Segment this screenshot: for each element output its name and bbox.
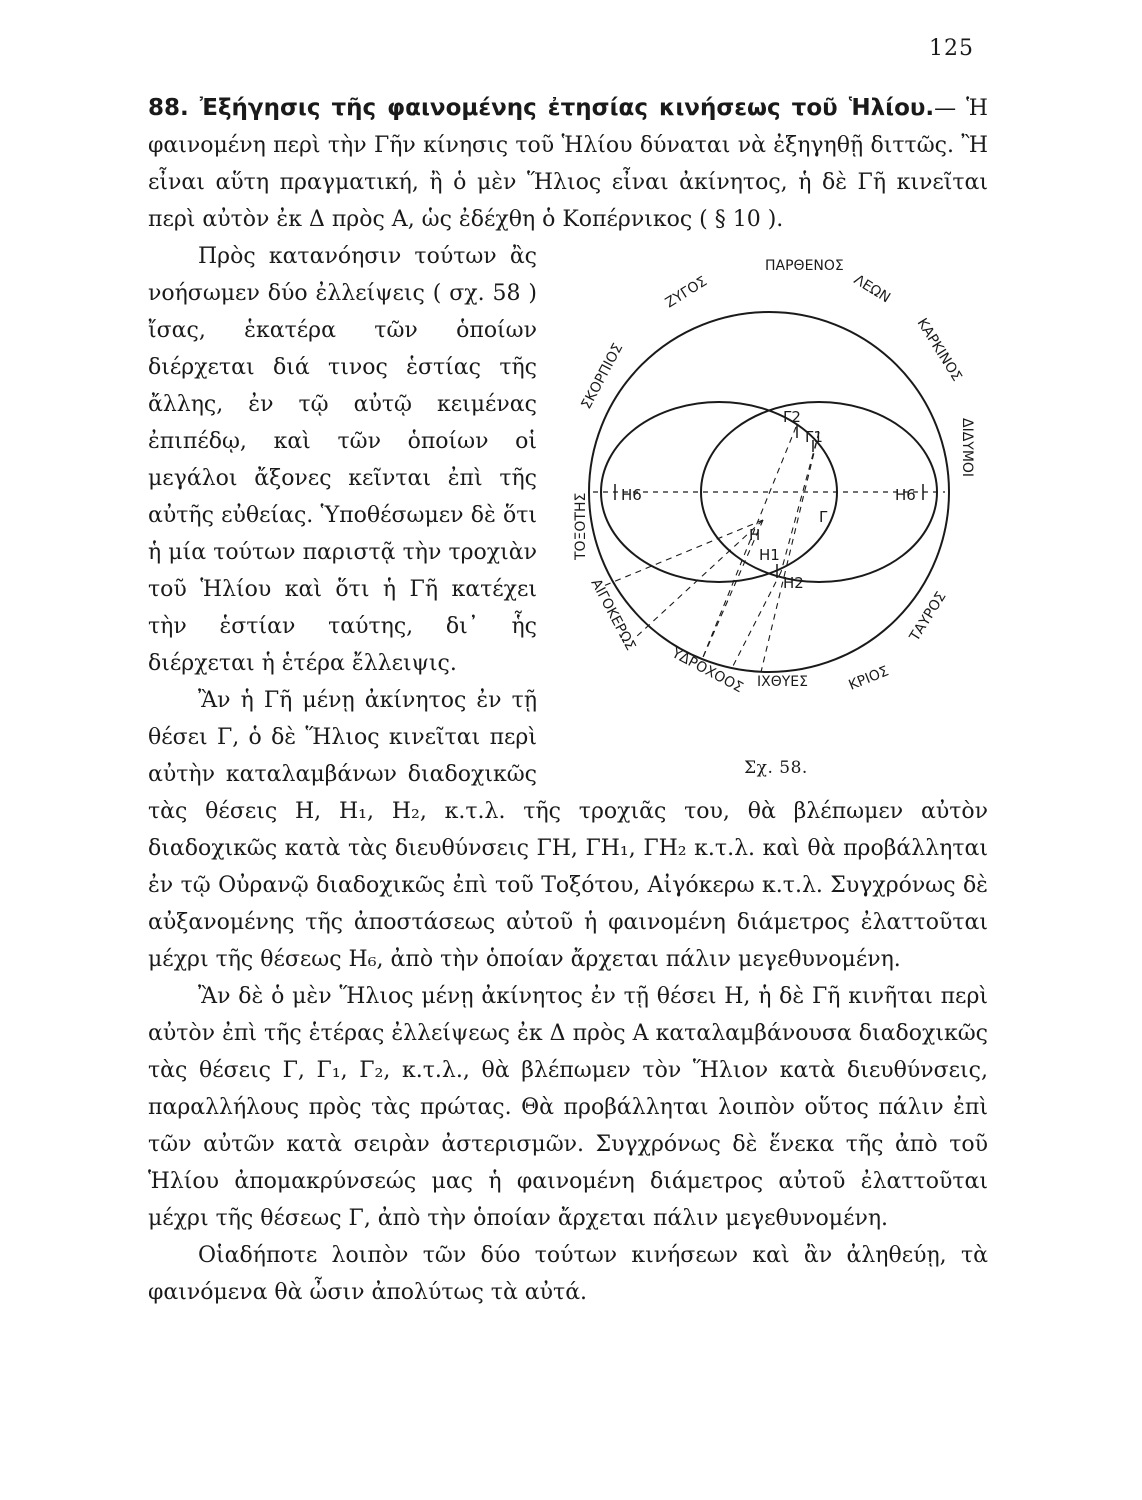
- label-leon: ΛΕΩΝ: [850, 271, 893, 307]
- point-h6-left: Η6: [621, 486, 642, 504]
- label-parthenos: ΠΑΡΘΕΝΟΣ: [765, 258, 844, 274]
- label-krios: ΚΡΙΟΣ: [846, 663, 892, 694]
- paragraph-2: [148, 238, 988, 778]
- point-h2: Η2: [783, 574, 804, 592]
- label-ichthyes: ΙΧΘΥΕΣ: [757, 674, 808, 690]
- paragraph-3: Ἂν ἡ Γῆ μένῃ ἀκίνητος ἐν τῇ θέσει Γ, ὁ δὲ Ἥλιος κινεῖται περὶ αὐτὴν καταλαμβάνων διαδοχικῶς τὰς θέσεις Η, Η₁, Η₂, κ.τ.λ. τῆς τροχιᾶς του, θὰ βλέπωμεν αὐτὸν διαδοχικῶς κατὰ τὰς διευθύνσεις ΓΗ, ΓΗ₁, ΓΗ₂ κ.τ.λ. καὶ θὰ προβάλληται ἐν τῷ Οὐρανῷ διαδοχικῶς ἐπὶ τοῦ Τοξότου, Αἰγόκερω κ.τ.λ. Συγχρόνως δὲ αὐξανομένης τῆς ἀποστάσεως αὐτοῦ ἡ φαινομένη διάμετρος ἐλαττοῦται μέχρι τῆς θέσεως Η₆, ἀπὸ τὴν ὁποίαν ἄρχεται πάλιν μεγεθυνομένη.: [148, 688, 988, 972]
- label-tavros: ΤΑΥΡΟΣ: [906, 588, 950, 645]
- point-g: Γ: [819, 508, 828, 526]
- direction-line: [636, 520, 763, 637]
- label-toxotis: ΤΟΞΟΤΗΣ: [573, 492, 589, 560]
- page-number: 125: [929, 36, 974, 61]
- paragraph-2-text: Πρὸς κατανόησιν τούτων ἂς νοήσωμεν δύο ἐλλείψεις ( σχ. 58 ) ἴσας, ἑκατέρα τῶν ὁποίων διέρχεται διά τινος ἑστίας τῆς ἄλλης, ἐν τῷ αὐτῷ κειμένας ἐπιπέδῳ, καὶ τῶν ὁποίων οἱ μεγάλοι ἄξονες κεῖνται ἐπὶ τῆς αὐτῆς εὐθείας. Ὑποθέσωμεν δὲ ὅτι ἡ μία τούτων παριστᾷ τὴν τροχιὰν τοῦ Ἡλίου καὶ ὅτι ἡ Γῆ κατέχει τὴν ἑστίαν ταύτης, δι᾽ ἧς διέρχεται ἡ ἑτέρα ἔλλειψις.: [148, 244, 537, 676]
- label-karkinos: ΚΑΡΚΙΝΟΣ: [913, 315, 965, 385]
- label-aigokeros: ΑΙΓΟΚΕΡΩΣ: [587, 576, 639, 654]
- label-ydrochoos: ΥΔΡΟΧΟΟΣ: [669, 645, 746, 697]
- direction-line: [701, 427, 796, 662]
- direction-line: [731, 572, 781, 670]
- body-text: [148, 90, 988, 1311]
- figure-caption: Σχ. 58.: [744, 758, 808, 778]
- point-h6-right: Η6: [895, 486, 916, 504]
- paragraph-1: — Ἡ φαινομένη περὶ τὴν Γῆν κίνησις τοῦ Ἡλίου δύναται νὰ ἐξηγηθῇ διττῶς. Ἢ εἶναι αὕτη πραγματική, ἢ ὁ μὲν Ἥλιος εἶναι ἀκίνητος, ἡ δὲ Γῆ κινεῖται περὶ αὐτὸν ἐκ Δ πρὸς Α, ὡς ἐδέχθη ὁ Κοπέρνικος ( § 10 ).: [148, 96, 988, 232]
- point-g2: Γ2: [783, 408, 801, 426]
- point-h: Η: [749, 526, 761, 544]
- label-didymoi: ΔΙΔΥΜΟΙ: [959, 418, 975, 478]
- point-g1: Γ1: [805, 428, 823, 446]
- paragraph-4: Ἂν δὲ ὁ μὲν Ἥλιος μένῃ ἀκίνητος ἐν τῇ θέσει Η, ἡ δὲ Γῆ κινῆται περὶ αὐτὸν ἐπὶ τῆς ἑτέρας ἐλλείψεως ἐκ Δ πρὸς Α καταλαμβάνουσα διαδοχικῶς τὰς θέσεις Γ, Γ₁, Γ₂, κ.τ.λ., θὰ βλέπωμεν τὸν Ἥλιον κατὰ διευθύνσεις, παραλλήλους πρὸς τὰς πρώτας. Θὰ προβάλληται λοιπὸν οὕτος πάλιν ἐπὶ τῶν αὐτῶν κατὰ σειρὰν ἀστερισμῶν. Συγχρόνως δὲ ἕνεκα τῆς ἀπὸ τοῦ Ἡλίου ἀπομακρύνσεώς μας ἡ φαινομένη διάμετρος αὐτοῦ ἐλαττοῦται μέχρι τῆς θέσεως Γ, ἀπὸ τὴν ὁποίαν ἄρχεται πάλιν μεγεθυνομένη.: [148, 984, 988, 1231]
- paragraph-5: Οἱαδήποτε λοιπὸν τῶν δύο τούτων κινήσεων καὶ ἂν ἀληθεύῃ, τὰ φαινόμενα θὰ ὦσιν ἀπολύτως τὰ αὐτά.: [148, 1243, 988, 1305]
- section-heading: 88. Ἐξήγησις τῆς φαινομένης ἐτησίας κινήσεως τοῦ Ἡλίου.: [148, 95, 935, 121]
- figure-58: [551, 242, 996, 778]
- zodiac-diagram: [551, 242, 996, 772]
- section-88: [148, 90, 988, 238]
- label-zygos: ΖΥΓΟΣ: [662, 273, 710, 312]
- point-h1: Η1: [759, 546, 780, 564]
- direction-line: [781, 432, 819, 572]
- label-skorpios: ΣΚΟΡΠΙΟΣ: [578, 340, 627, 412]
